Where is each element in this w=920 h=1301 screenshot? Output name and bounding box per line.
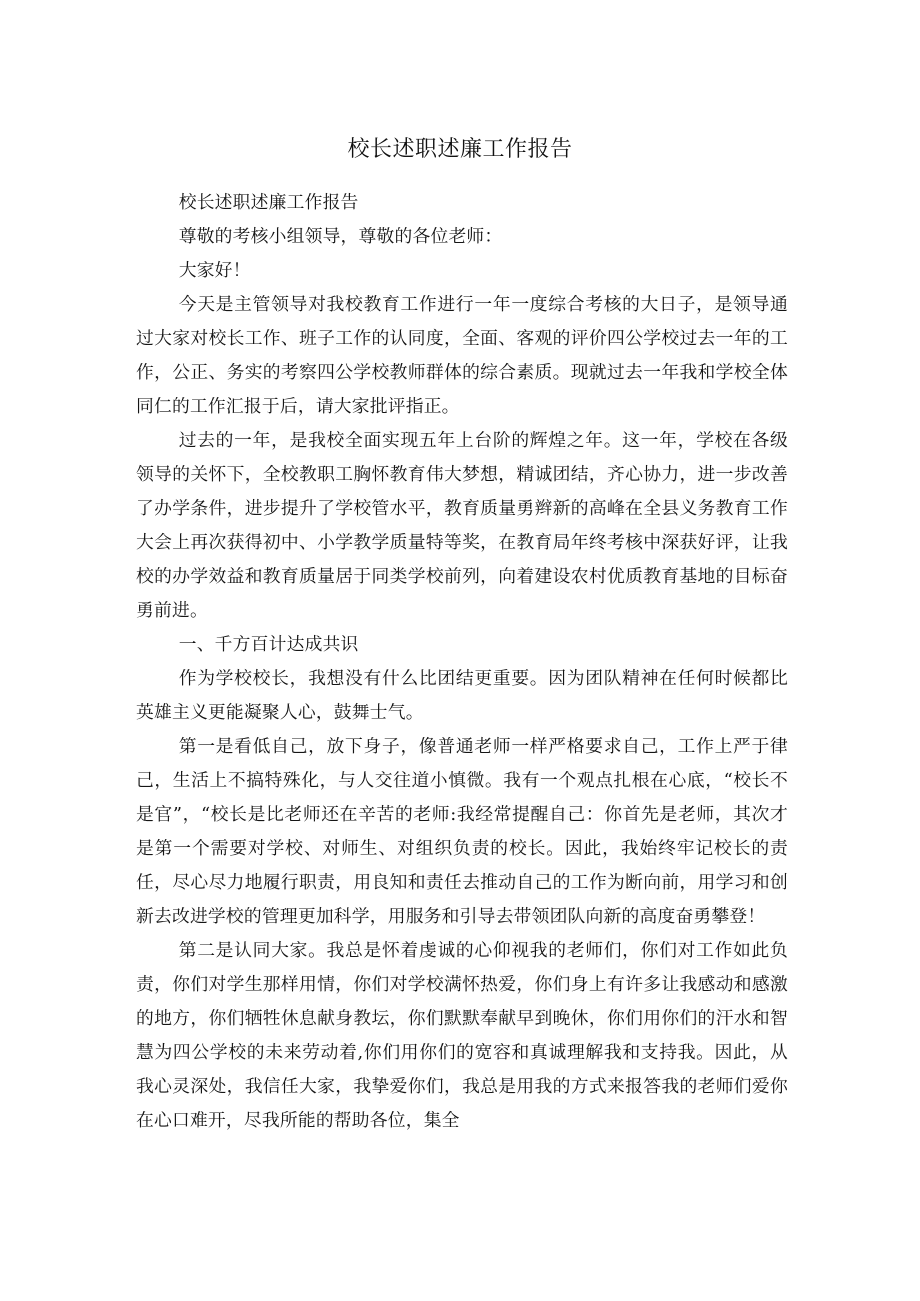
paragraph-salutation: 尊敬的考核小组领导，尊敬的各位老师： [178,226,503,247]
paragraph-unity: 作为学校校长，我想没有什么比团结更重要。因为团队精神在任何时候都比英雄主义更能凝聚人心，鼓舞士气。 [136,668,788,723]
paragraph-subtitle: 校长述职述廉工作报告 [178,192,359,213]
section-heading-consensus: 一、千方百计达成共识 [178,634,359,655]
paragraph-first-point: 第一是看低自己，放下身子，像普通老师一样严格要求自己，工作上严于律己，生活上不搞特殊化，与人交往道小慎微。我有一个观点扎根在心底，“校长不是官”，“校长是比老师还在辛苦的老师:我经常提醒自己：你首先是老师，其次才是第一个需要对学校、对师生、对组织负责的校长。因此，我始终牢记校长的责任，尽心尽力地履行职责，用良知和责任去推动自己的工作为断向前，用学习和创新去改进学校的管理更加科学，用服务和引导去带领团队向新的高度奋勇攀登！ [136,736,788,927]
paragraph-second-point: 第二是认同大家。我总是怀着虔诚的心仰视我的老师们，你们对工作如此负责，你们对学生那样用情，你们对学校满怀热爱，你们身上有许多让我感动和感激的地方，你们牺牲休息献身教坛，你们默默奉献早到晚休，你们用你们的汗水和智慧为四公学校的未来劳动着,你们用你们的宽容和真诚理解我和支持我。因此，从我心灵深处，我信任大家，我挚爱你们，我总是用我的方式来报答我的老师们爱你在心口难开，尽我所能的帮助各位，集全 [136,940,788,1131]
document-body [136,186,788,1138]
document-title: 校长述职述廉工作报告 [347,136,573,162]
paragraph-greeting: 大家好！ [178,260,251,281]
paragraph-introduction: 今天是主管领导对我校教育工作进行一年一度综合考核的大日子，是领导通过大家对校长工作、班子工作的认同度，全面、客观的评价四公学校过去一年的工作，公正、务实的考察四公学校教师群体的综合素质。现就过去一年我和学校全体同仁的工作汇报于后，请大家批评指正。 [136,294,788,417]
paragraph-year-summary: 过去的一年，是我校全面实现五年上台阶的辉煌之年。这一年，学校在各级领导的关怀下，全校教职工胸怀教育伟大梦想，精诚团结，齐心协力，进一步改善了办学条件，进步提升了学校管水平，教育质量勇辫新的高峰在全县义务教育工作大会上再次获得初中、小学教学质量特等奖，在教育局年终考核中深获好评，让我校的办学效益和教育质量居于同类学校前列，向着建设农村优质教育基地的目标奋勇前进。 [136,430,788,621]
